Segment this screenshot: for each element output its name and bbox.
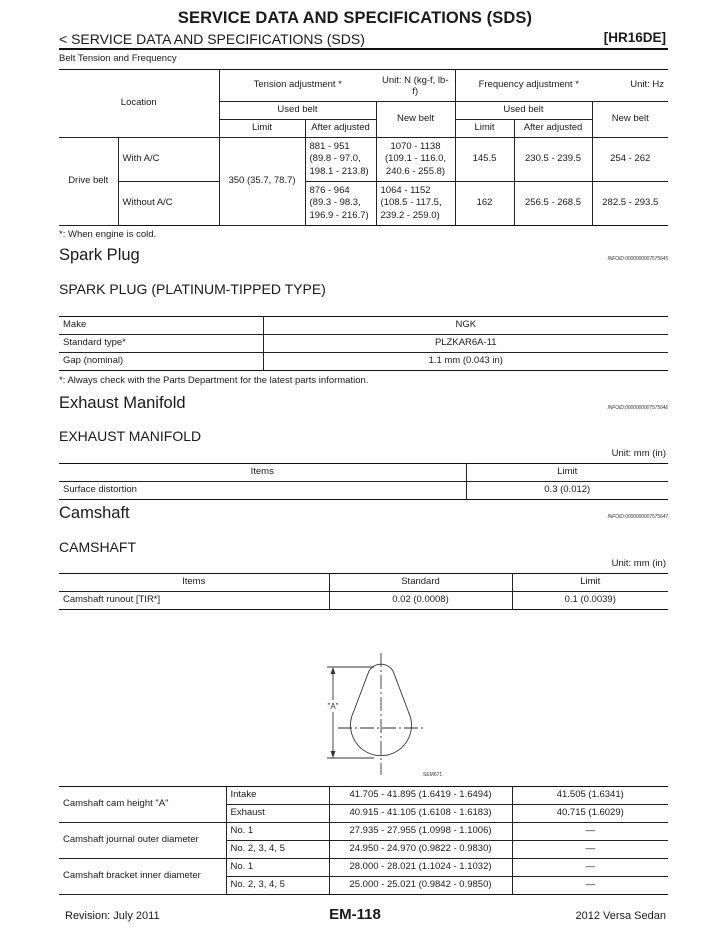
cam-lobe-diagram — [300, 650, 450, 785]
camshaft-infoid: INFOID:0000000007575647 — [607, 514, 668, 520]
location-header: Location — [59, 70, 219, 138]
cam-height-label: Camshaft cam height "A" — [59, 787, 226, 823]
cam-height-intake-label: Intake — [226, 787, 329, 805]
row-label-with-ac: With A/C — [118, 138, 219, 182]
frequency-unit: Unit: Hz — [592, 70, 668, 102]
camshaft-items-header: Items — [59, 574, 329, 592]
page-number: EM-118 — [329, 906, 381, 923]
camshaft-runout-table — [59, 573, 668, 610]
bracket-id-label: Camshaft bracket inner diameter — [59, 859, 226, 895]
belt-table-caption: Belt Tension and Frequency — [59, 53, 177, 64]
surface-distortion-limit: 0.3 (0.012) — [466, 482, 668, 500]
bracket-no1-standard: 28.000 - 28.021 (1.1024 - 1.1032) — [329, 859, 512, 877]
freq-new-without-ac: 282.5 - 293.5 — [592, 182, 668, 226]
spark-plug-section-title: Spark Plug — [59, 246, 140, 264]
belt-tension-table — [59, 69, 668, 226]
tension-limit-value: 350 (35.7, 78.7) — [219, 138, 305, 226]
bracket-no1-label: No. 1 — [226, 859, 329, 877]
diagram-code: SEM671 — [423, 772, 443, 778]
frequency-after-adjusted-header: After adjusted — [514, 120, 592, 138]
bracket-no2-5-standard: 25.000 - 25.021 (0.9842 - 0.9850) — [329, 877, 512, 895]
vehicle-model: 2012 Versa Sedan — [575, 910, 666, 922]
exhaust-manifold-table — [59, 463, 668, 500]
exhaust-items-header: Items — [59, 464, 466, 482]
spark-type-label: Standard type* — [59, 335, 263, 353]
frequency-limit-header: Limit — [455, 120, 514, 138]
arrow-up-icon — [331, 667, 336, 674]
spark-plug-subtitle: SPARK PLUG (PLATINUM-TIPPED TYPE) — [59, 281, 326, 297]
journal-no1-label: No. 1 — [226, 823, 329, 841]
runout-limit: 0.1 (0.0039) — [512, 592, 668, 610]
camshaft-spec-table — [59, 786, 668, 895]
header-divider — [59, 48, 668, 50]
frequency-used-belt-header: Used belt — [455, 102, 592, 120]
camshaft-subtitle: CAMSHAFT — [59, 539, 136, 555]
tension-adjustment-header: Tension adjustment * — [219, 70, 376, 102]
camshaft-standard-header: Standard — [329, 574, 512, 592]
freq-after-with-ac: 230.5 - 239.5 — [514, 138, 592, 182]
frequency-adjustment-header: Frequency adjustment * — [455, 70, 592, 102]
tension-new-belt-header: New belt — [376, 102, 455, 138]
revision-date: Revision: July 2011 — [65, 910, 160, 922]
runout-standard: 0.02 (0.0008) — [329, 592, 512, 610]
freq-limit-with-ac: 145.5 — [455, 138, 514, 182]
spark-gap-value: 1.1 mm (0.043 in) — [263, 353, 668, 371]
spark-make-label: Make — [59, 317, 263, 335]
surface-distortion-label: Surface distortion — [59, 482, 466, 500]
page-title: SERVICE DATA AND SPECIFICATIONS (SDS) — [177, 9, 533, 27]
journal-no2-5-standard: 24.950 - 24.970 (0.9822 - 0.9830) — [329, 841, 512, 859]
spark-type-value: PLZKAR6A-11 — [263, 335, 668, 353]
exhaust-infoid: INFOID:0000000007575646 — [607, 405, 668, 411]
breadcrumb[interactable]: < SERVICE DATA AND SPECIFICATIONS (SDS) — [59, 31, 365, 47]
exhaust-limit-header: Limit — [466, 464, 668, 482]
tension-new-with-ac: 1070 - 1138 (109.1 - 116.0, 240.6 - 255.8) — [376, 138, 455, 182]
cam-height-intake-standard: 41.705 - 41.895 (1.6419 - 1.6494) — [329, 787, 512, 805]
journal-od-label: Camshaft journal outer diameter — [59, 823, 226, 859]
exhaust-unit: Unit: mm (in) — [611, 448, 666, 459]
cam-height-exhaust-label: Exhaust — [226, 805, 329, 823]
bracket-no1-limit: — — [512, 859, 668, 877]
camshaft-limit-header: Limit — [512, 574, 668, 592]
spark-plug-infoid: INFOID:0000000007575645 — [607, 256, 668, 262]
bracket-no2-5-limit: — — [512, 877, 668, 895]
freq-limit-without-ac: 162 — [455, 182, 514, 226]
journal-no1-standard: 27.935 - 27.955 (1.0998 - 1.1006) — [329, 823, 512, 841]
row-label-without-ac: Without A/C — [118, 182, 219, 226]
tension-new-without-ac: 1064 - 1152 (108.5 - 117.5, 239.2 - 259.0) — [376, 182, 455, 226]
arrow-down-icon — [331, 751, 336, 758]
cam-height-exhaust-limit: 40.715 (1.6029) — [512, 805, 668, 823]
drive-belt-label: Drive belt — [59, 138, 118, 226]
tension-after-without-ac: 876 - 964 (89.3 - 98.3, 196.9 - 216.7) — [305, 182, 376, 226]
freq-after-without-ac: 256.5 - 268.5 — [514, 182, 592, 226]
dimension-label-a: "A" — [327, 702, 339, 711]
spark-plug-table — [59, 316, 668, 371]
freq-new-with-ac: 254 - 262 — [592, 138, 668, 182]
journal-no1-limit: — — [512, 823, 668, 841]
tension-limit-header: Limit — [219, 120, 305, 138]
bracket-no2-5-label: No. 2, 3, 4, 5 — [226, 877, 329, 895]
camshaft-section-title: Camshaft — [59, 504, 130, 522]
belt-footnote: *: When engine is cold. — [59, 229, 157, 240]
exhaust-subtitle: EXHAUST MANIFOLD — [59, 428, 202, 444]
engine-code: [HR16DE] — [603, 30, 666, 45]
journal-no2-5-label: No. 2, 3, 4, 5 — [226, 841, 329, 859]
tension-unit: Unit: N (kg-f, lb-f) — [376, 70, 455, 102]
spark-make-value: NGK — [263, 317, 668, 335]
exhaust-section-title: Exhaust Manifold — [59, 394, 186, 412]
spark-gap-label: Gap (nominal) — [59, 353, 263, 371]
spark-plug-footnote: *: Always check with the Parts Department for the latest parts information. — [59, 375, 369, 386]
camshaft-unit: Unit: mm (in) — [611, 558, 666, 569]
tension-used-belt-header: Used belt — [219, 102, 376, 120]
journal-no2-5-limit: — — [512, 841, 668, 859]
cam-height-exhaust-standard: 40.915 - 41.105 (1.6108 - 1.6183) — [329, 805, 512, 823]
runout-label: Camshaft runout [TIR*] — [59, 592, 329, 610]
tension-after-with-ac: 881 - 951 (89.8 - 97.0, 198.1 - 213.8) — [305, 138, 376, 182]
cam-height-intake-limit: 41.505 (1.6341) — [512, 787, 668, 805]
frequency-new-belt-header: New belt — [592, 102, 668, 138]
tension-after-adjusted-header: After adjusted — [305, 120, 376, 138]
